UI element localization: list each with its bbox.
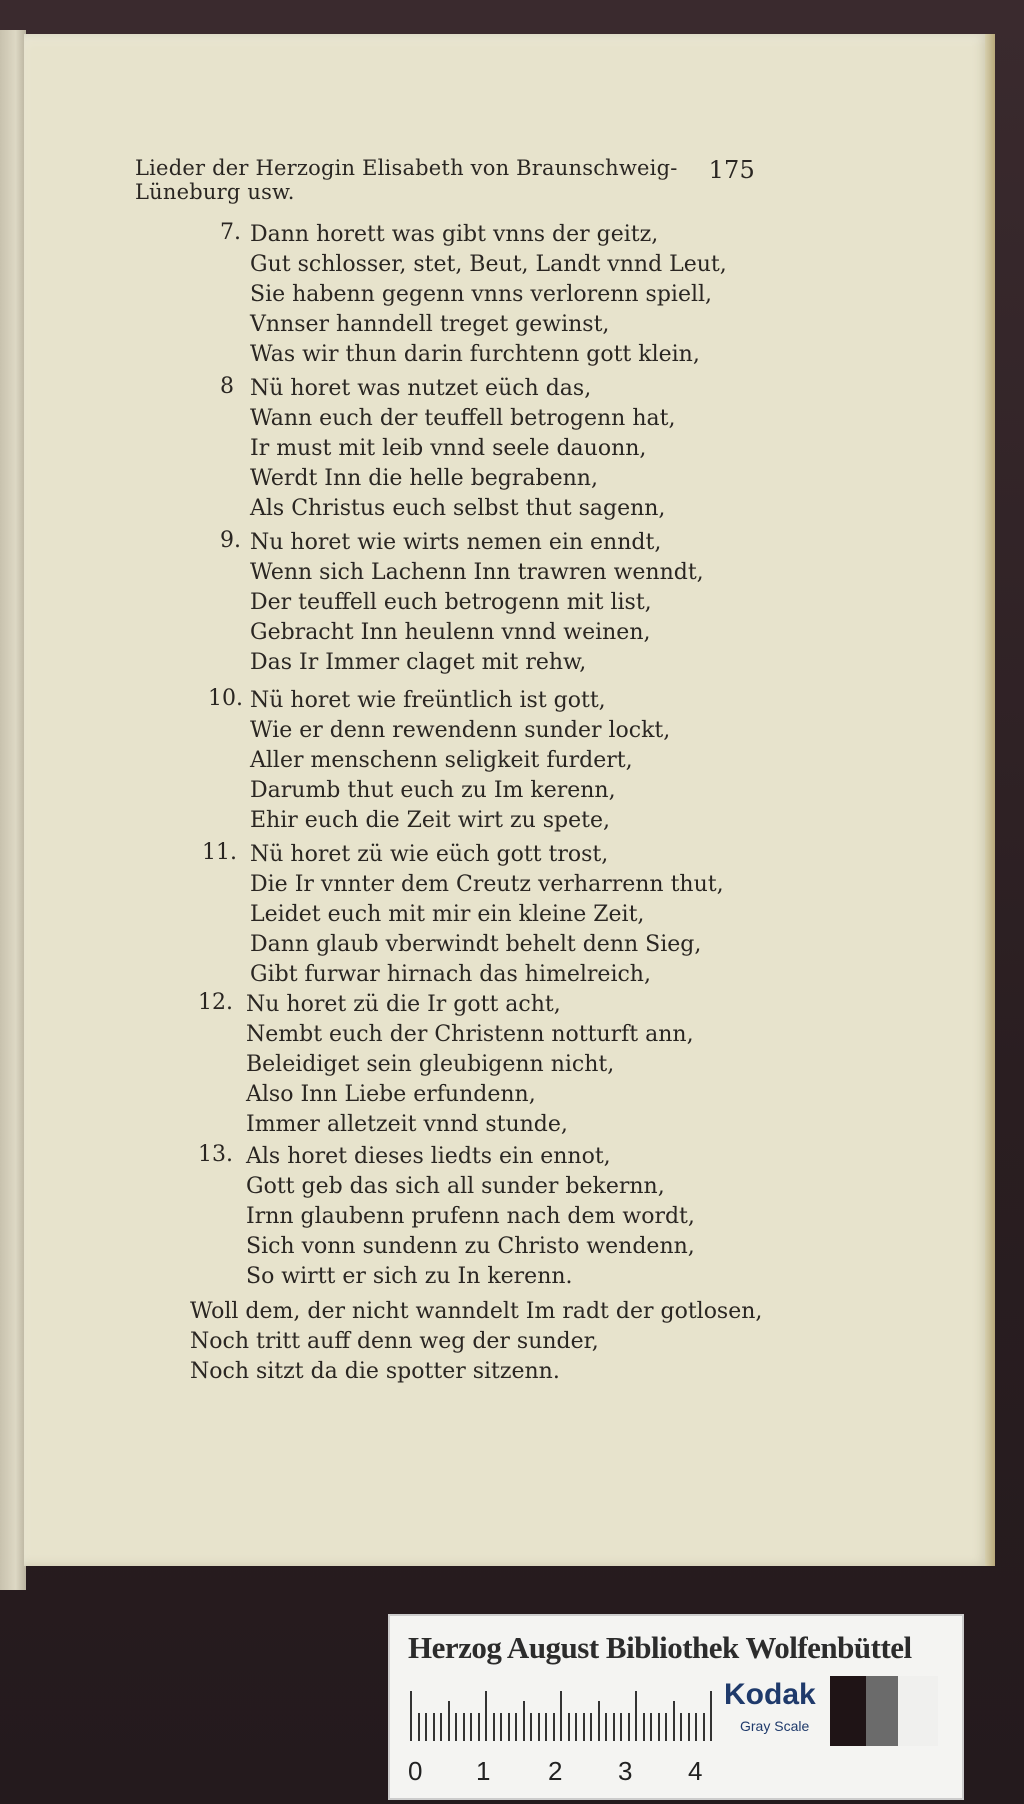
ruler-number: 2 [548, 1756, 563, 1786]
black-swatch [830, 1676, 866, 1746]
ruler-tick [680, 1713, 682, 1741]
verse-line: Gebracht Inn heulenn vnnd weinen, [250, 620, 651, 645]
stanza [198, 990, 694, 1140]
ruler-number: 1 [476, 1756, 491, 1786]
ruler-number: 3 [618, 1756, 633, 1786]
scale-ruler [410, 1686, 720, 1741]
ruler-tick [635, 1691, 637, 1741]
verse-line: Leidet euch mit mir ein kleine Zeit, [250, 902, 645, 927]
stanza-number: 13. [198, 1142, 233, 1167]
ruler-number: 4 [688, 1756, 703, 1786]
verse-line: Als horet dieses liedts ein ennot, [246, 1144, 611, 1169]
stanza-number: 9. [220, 528, 241, 553]
verse-line: Noch sitzt da die spotter sitzenn. [190, 1359, 560, 1384]
running-head-title: Lieder der Herzogin Elisabeth von Braunschweig-Lüneburg usw. [135, 156, 678, 204]
verse-line: Gott geb das sich all sunder bekernn, [246, 1174, 665, 1199]
ruler-tick [688, 1713, 690, 1741]
ruler-number: 0 [408, 1756, 423, 1786]
ruler-tick [538, 1713, 540, 1741]
previous-page-edge [0, 30, 26, 1590]
stanza [198, 1142, 695, 1292]
verse-line: Beleidiget sein gleubigenn nicht, [246, 1052, 615, 1077]
stanza-number: 10. [208, 686, 243, 711]
verse-line: Immer alletzeit vnnd stunde, [246, 1112, 568, 1137]
ruler-tick [508, 1713, 510, 1741]
stanza [220, 374, 676, 524]
ruler-tick [620, 1713, 622, 1741]
verse-line: Nü horet was nutzet eüch das, [250, 376, 592, 401]
page-edge [985, 34, 995, 1566]
ruler-tick [470, 1713, 472, 1741]
ruler-tick [568, 1713, 570, 1741]
ruler-tick [598, 1701, 600, 1741]
ruler-tick [530, 1713, 532, 1741]
ruler-tick [553, 1713, 555, 1741]
ruler-tick [425, 1713, 427, 1741]
ruler-tick [433, 1713, 435, 1741]
ruler-tick [583, 1713, 585, 1741]
white-swatch [898, 1676, 938, 1746]
kodak-logo: Kodak [724, 1678, 816, 1711]
ruler-tick [478, 1713, 480, 1741]
verse-line: Als Christus euch selbst thut sagenn, [250, 496, 666, 521]
stanza-number: 12. [198, 990, 233, 1015]
stanza-number: 11. [202, 840, 237, 865]
ruler-tick [440, 1713, 442, 1741]
ruler-tick [575, 1713, 577, 1741]
verse-line: Noch tritt auff denn weg der sunder, [190, 1329, 599, 1354]
verse-line: Die Ir vnnter dem Creutz verharrenn thut, [250, 872, 724, 897]
verse-line: Woll dem, der nicht wanndelt Im radt der gotlosen, [190, 1299, 763, 1324]
ruler-tick [455, 1713, 457, 1741]
stanza [220, 528, 704, 678]
verse-line: Ehir euch die Zeit wirt zu spete, [250, 808, 610, 833]
verse-line: Dann horett was gibt vnns der geitz, [250, 222, 659, 247]
stanza [202, 840, 724, 990]
verse-line: Darumb thut euch zu Im kerenn, [250, 778, 616, 803]
ruler-tick [485, 1691, 487, 1741]
ruler-tick [515, 1713, 517, 1741]
verse-line: Sie habenn gegenn vnns verlorenn spiell, [250, 282, 713, 307]
ruler-tick [695, 1713, 697, 1741]
ruler-tick [590, 1713, 592, 1741]
verse-line: Aller menschenn seligkeit furdert, [250, 748, 633, 773]
ruler-tick [643, 1713, 645, 1741]
ruler-tick [703, 1713, 705, 1741]
stanza [220, 220, 727, 370]
verse-line: Nu horet wie wirts nemen ein enndt, [250, 530, 662, 555]
verse-line: Nu horet zü die Ir gott acht, [246, 992, 561, 1017]
verse-line: Wann euch der teuffell betrogenn hat, [250, 406, 676, 431]
ruler-tick [545, 1713, 547, 1741]
stanza-number: 8 [220, 374, 234, 399]
stanza-number: 7. [220, 220, 241, 245]
ruler-tick [710, 1691, 712, 1741]
verse-line: Also Inn Liebe erfundenn, [246, 1082, 536, 1107]
page-number: 175 [708, 156, 755, 184]
verse-line: Nü horet wie freüntlich ist gott, [250, 688, 606, 713]
ruler-tick [673, 1701, 675, 1741]
stanza [208, 686, 671, 836]
verse-line: Das Ir Immer claget mit rehw, [250, 650, 587, 675]
verse-line: Vnnser hanndell treget gewinst, [250, 312, 610, 337]
ruler-tick [493, 1713, 495, 1741]
color-target-card [388, 1614, 964, 1800]
verse-line: Dann glaub vberwindt behelt denn Sieg, [250, 932, 702, 957]
verse-line: Sich vonn sundenn zu Christo wendenn, [246, 1234, 695, 1259]
ruler-tick [665, 1713, 667, 1741]
verse-line: Wie er denn rewendenn sunder lockt, [250, 718, 671, 743]
ruler-tick [658, 1713, 660, 1741]
ruler-tick [523, 1701, 525, 1741]
ruler-tick [463, 1713, 465, 1741]
ruler-tick [605, 1713, 607, 1741]
library-name: Herzog August Bibliothek Wolfenbüttel [408, 1630, 912, 1665]
ruler-tick [500, 1713, 502, 1741]
verse-line: Gut schlosser, stet, Beut, Landt vnnd Leut, [250, 252, 727, 277]
ruler-tick [613, 1713, 615, 1741]
ruler-tick [410, 1691, 412, 1741]
closing-verse [190, 1297, 762, 1387]
verse-line: Ir must mit leib vnnd seele dauonn, [250, 436, 647, 461]
gray-scale-label: Gray Scale [740, 1718, 810, 1734]
ruler-tick [628, 1713, 630, 1741]
ruler-tick [560, 1691, 562, 1741]
ruler-tick [418, 1713, 420, 1741]
verse-line: Nembt euch der Christenn notturft ann, [246, 1022, 694, 1047]
verse-line: Der teuffell euch betrogenn mit list, [250, 590, 652, 615]
running-head [135, 156, 755, 204]
ruler-tick [650, 1713, 652, 1741]
verse-line: Nü horet zü wie eüch gott trost, [250, 842, 609, 867]
verse-line: Was wir thun darin furchtenn gott klein, [250, 342, 700, 367]
verse-line: Wenn sich Lachenn Inn trawren wenndt, [250, 560, 704, 585]
verse-line: Werdt Inn die helle begrabenn, [250, 466, 598, 491]
ruler-tick [448, 1701, 450, 1741]
gray-swatch [866, 1676, 898, 1746]
verse-line: Irnn glaubenn prufenn nach dem wordt, [246, 1204, 695, 1229]
verse-line: Gibt furwar hirnach das himelreich, [250, 962, 651, 987]
verse-line: So wirtt er sich zu In kerenn. [246, 1264, 573, 1289]
